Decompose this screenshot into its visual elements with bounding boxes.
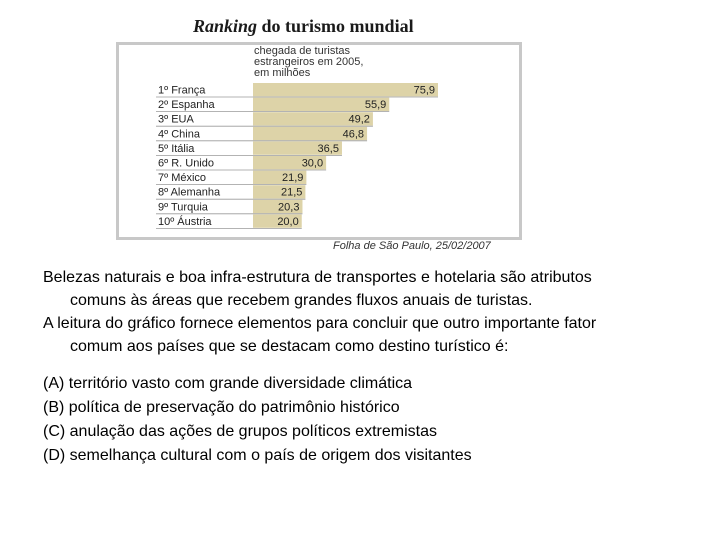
value-label: 30,0 [301, 157, 324, 170]
value-label: 21,9 [281, 172, 304, 185]
value-label: 46,8 [342, 128, 365, 141]
category-label: 2º Espanha [158, 99, 215, 112]
option-d[interactable]: (D) semelhança cultural com o país de origem dos visitantes [43, 447, 472, 464]
option-b[interactable]: (B) política de preservação do patrimônio histórico [43, 399, 400, 416]
value-label: 36,5 [317, 142, 339, 155]
question-paragraph-1 [43, 266, 703, 312]
value-label: 75,9 [413, 84, 435, 97]
paragraph-1-line-2: comuns às áreas que recebem grandes fluxos anuais de turistas. [70, 292, 533, 309]
category-label: 3º EUA [158, 113, 194, 126]
category-label: 5º Itália [158, 142, 195, 155]
ranking-bar-chart [116, 42, 522, 240]
chart-title [193, 16, 414, 37]
value-label: 20,3 [278, 201, 300, 214]
chart-title-rest: do turismo mundial [257, 16, 414, 36]
subtitle-line: em milhões [254, 67, 311, 79]
category-label: 6º R. Unido [158, 157, 214, 170]
category-label: 7º México [158, 172, 207, 185]
category-label: 8º Alemanha [158, 186, 221, 199]
paragraph-1-line-1: Belezas naturais e boa infra-estrutura de transportes e hotelaria são atributos [43, 269, 592, 286]
category-label: 9º Turquia [158, 201, 208, 214]
value-label: 55,9 [364, 99, 387, 112]
value-label: 20,0 [277, 215, 299, 228]
chart-title-emphasis: Ranking [193, 16, 258, 36]
paragraph-2-line-1: A leitura do gráfico fornece elementos para concluir que outro importante fator [43, 315, 597, 332]
chart-category-labels [158, 85, 221, 228]
option-a[interactable]: (A) território vasto com grande diversidade climática [43, 375, 413, 392]
answer-options [43, 372, 472, 468]
option-c[interactable]: (C) anulação das ações de grupos políticos extremistas [43, 423, 437, 440]
category-label: 4º China [158, 128, 200, 141]
bar [253, 83, 438, 96]
chart-source: Folha de São Paulo, 25/02/2007 [333, 240, 491, 252]
chart-subtitle [254, 45, 363, 79]
question-text [43, 266, 703, 358]
question-paragraph-2 [43, 312, 703, 358]
category-label: 1º França [158, 84, 206, 97]
category-label: 10º Áustria [158, 215, 212, 228]
paragraph-2-line-2: comum aos países que se destacam como destino turístico é: [70, 338, 509, 355]
value-label: 49,2 [348, 113, 370, 126]
subtitle-line: chegada de turistas [254, 45, 351, 57]
subtitle-line: estrangeiros em 2005, [254, 56, 364, 68]
value-label: 21,5 [280, 186, 303, 199]
